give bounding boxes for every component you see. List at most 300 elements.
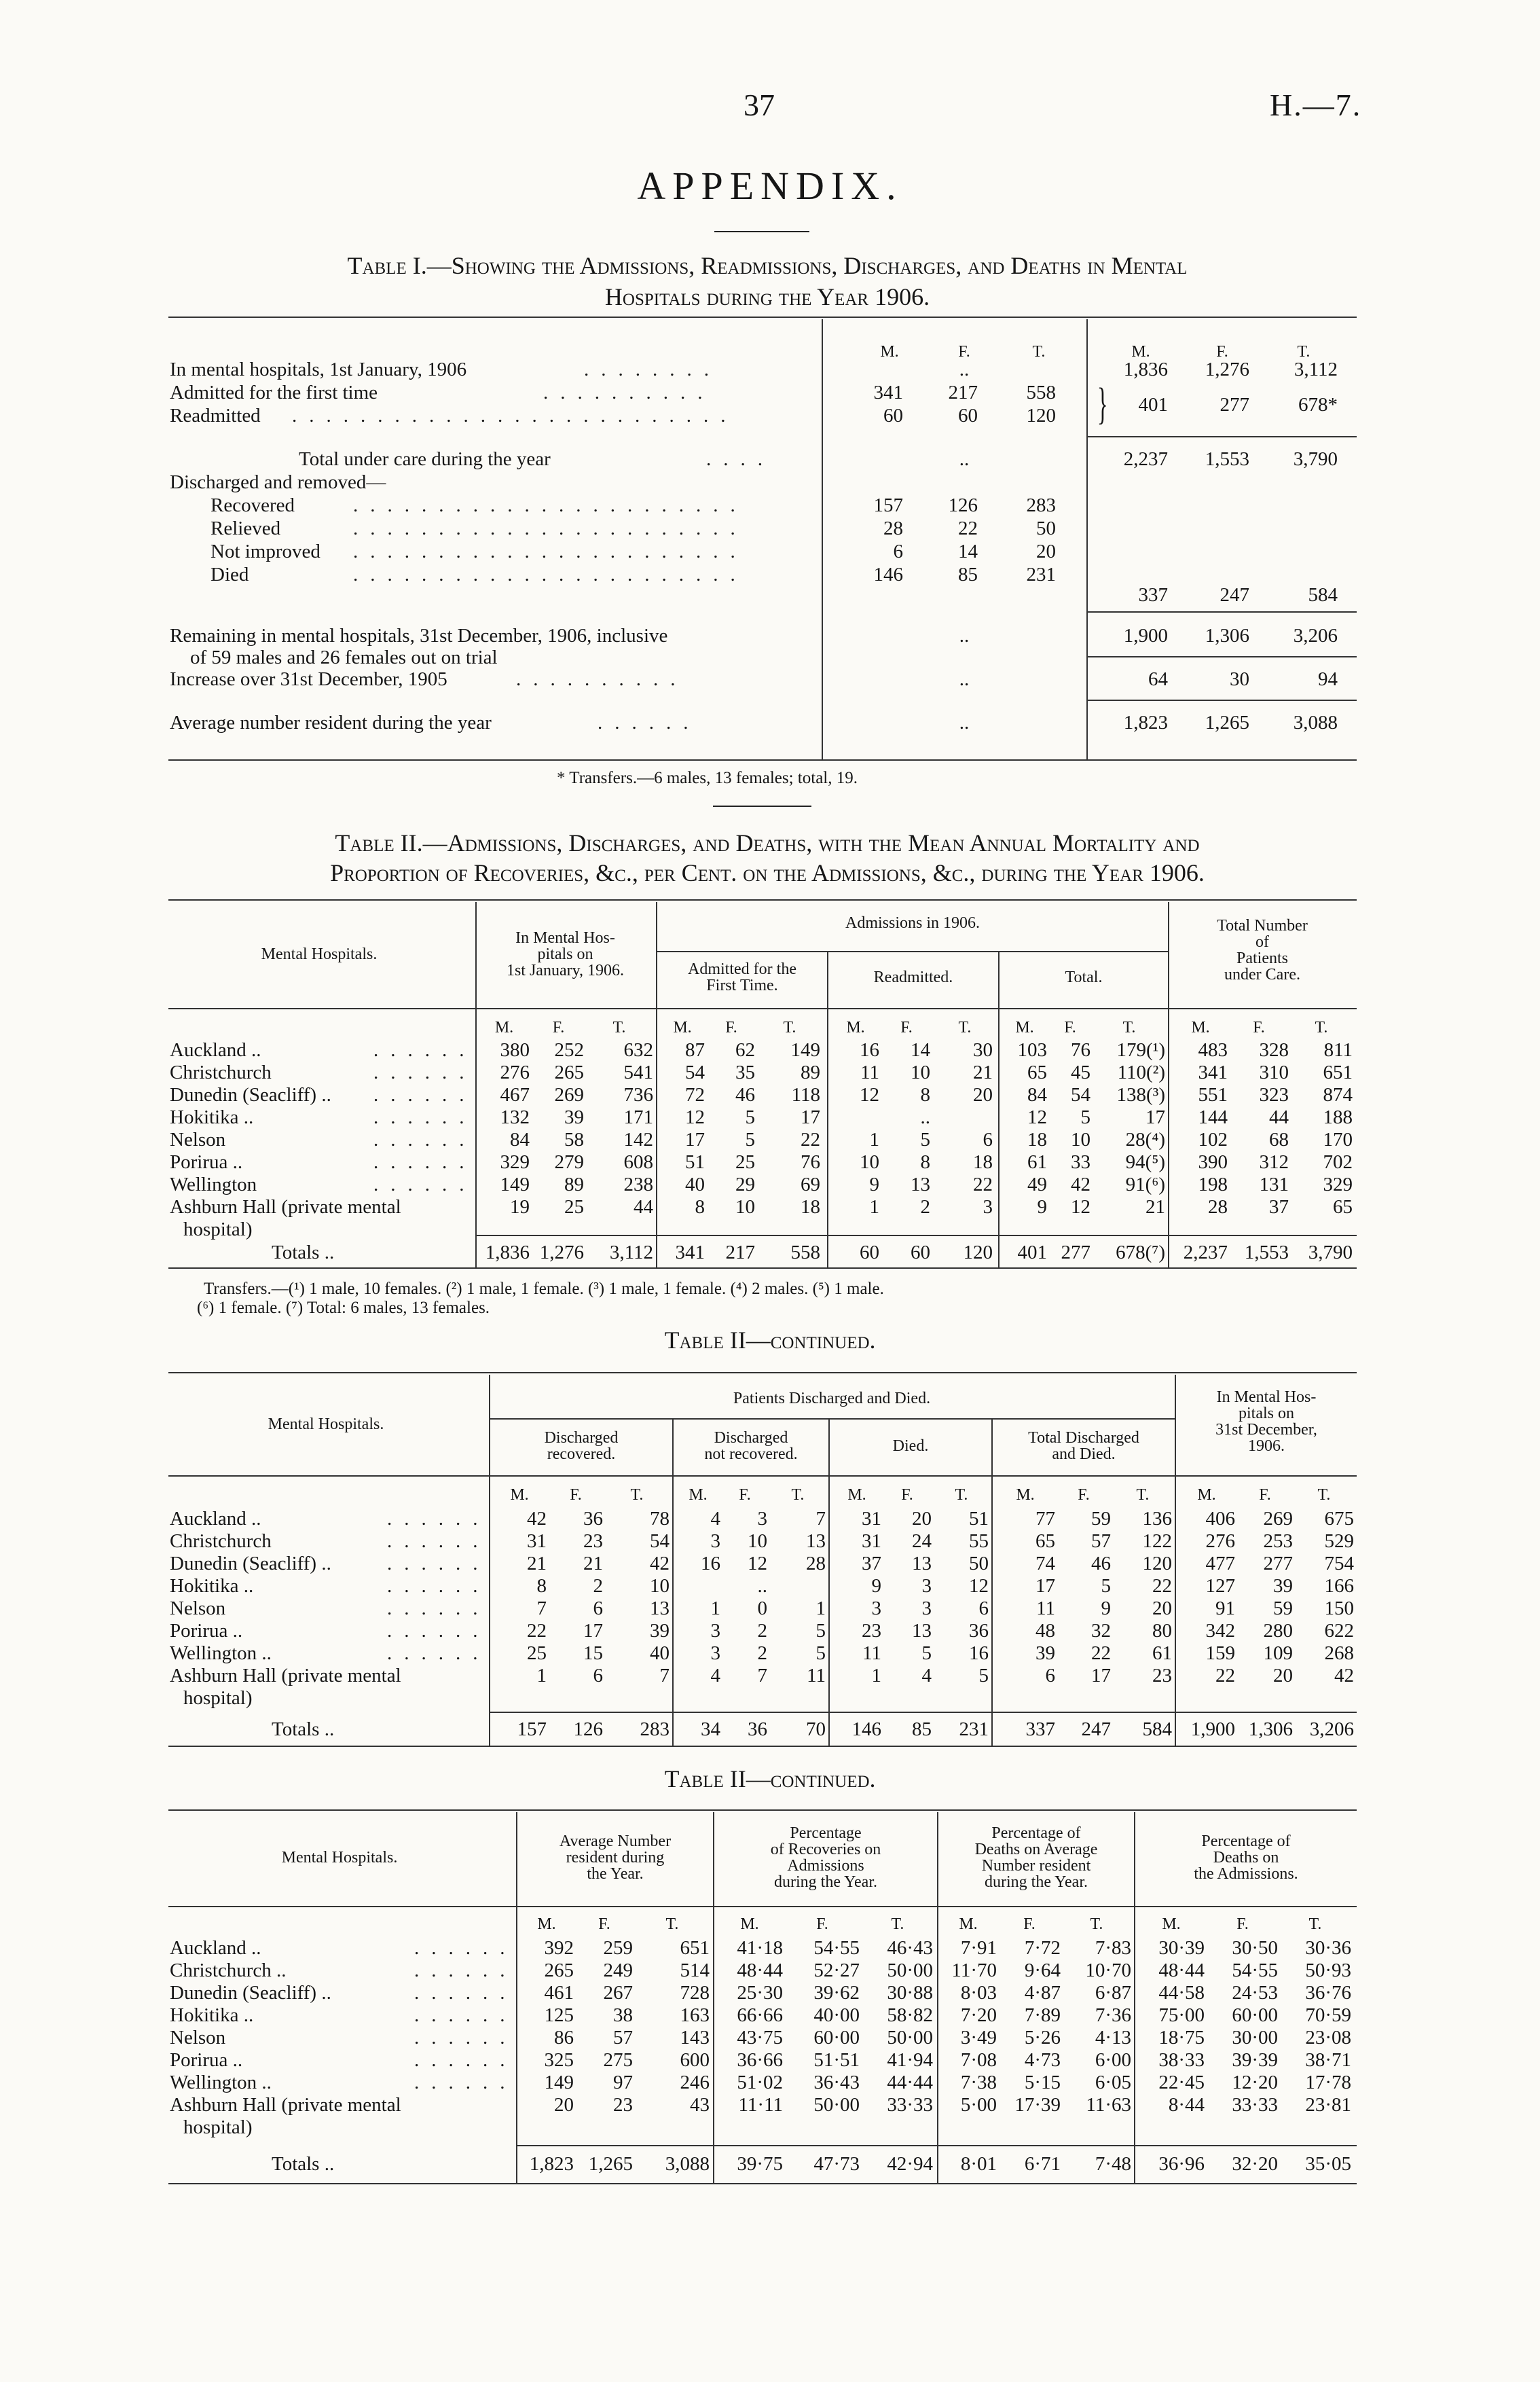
table1-cell: 401: [1138, 394, 1168, 416]
table-cell: 31: [862, 1530, 881, 1552]
table1-vrule-1: [822, 319, 823, 759]
table-cell: 12: [969, 1575, 989, 1597]
table-cell: 328: [1259, 1039, 1289, 1061]
leader-dots: ..........: [543, 382, 715, 403]
table2-top-rule: [168, 899, 1357, 901]
table-cell: 41·94: [887, 2049, 933, 2071]
table1-cell: 50: [1036, 518, 1056, 539]
table-cell: 265: [544, 1960, 574, 1981]
table-cell: 13: [911, 1174, 930, 1195]
table-cell: 22: [1152, 1575, 1172, 1597]
table-cell: 3: [710, 1530, 720, 1552]
table1-row-label: Total under care during the year: [299, 448, 551, 470]
hospital-name: hospital): [183, 1687, 253, 1709]
totals-cell: 3,112: [609, 1242, 653, 1263]
table-cell: 12: [685, 1106, 705, 1128]
col-head-mft: T.: [612, 1019, 626, 1036]
col-head-mft: M.: [494, 1019, 514, 1036]
table-cell: 127: [1205, 1575, 1235, 1597]
table-cell: 7·83: [1095, 1937, 1131, 1959]
table-cell: 3: [921, 1598, 932, 1619]
table-cell: 736: [623, 1084, 653, 1106]
leader-dots: ......: [414, 1982, 517, 2004]
table2b-head-dischnot-2: not recovered.: [704, 1445, 798, 1463]
table2c-head-pctdeathavg-1: Percentage of: [991, 1824, 1081, 1842]
table-cell: 3: [983, 1196, 993, 1218]
table-cell: 74: [1035, 1553, 1055, 1574]
table2c-head-pctrec-2: of Recoveries on: [770, 1841, 881, 1858]
table-cell: 18: [973, 1151, 993, 1173]
table-cell: 1: [536, 1665, 547, 1686]
table1-cell: 22: [958, 518, 978, 539]
totals-label: Totals ..: [272, 1718, 335, 1740]
leader-dots: ......: [387, 1553, 490, 1574]
table-cell: 5: [745, 1106, 755, 1128]
table2b-top-rule: [168, 1372, 1357, 1373]
table-cell: 608: [623, 1151, 653, 1173]
leader-dots: ......: [387, 1530, 490, 1552]
table-cell: 48: [1035, 1620, 1055, 1642]
table-cell: 102: [1198, 1129, 1228, 1151]
table-cell: 43·75: [737, 2027, 783, 2049]
table2b-head-dischnot-1: Discharged: [714, 1429, 788, 1447]
table2b-head-bottom-rule: [168, 1475, 1357, 1477]
table-cell: 33·33: [1232, 2094, 1278, 2116]
table-cell: 51·02: [737, 2072, 783, 2093]
col-head-mft: T.: [1122, 1019, 1136, 1036]
totals-cell: 401: [1017, 1242, 1047, 1263]
table1-row-label: Average number resident during the year: [170, 712, 492, 734]
col-head-mft: T.: [665, 1915, 679, 1933]
table1-discharged-heading: Discharged and removed—: [170, 471, 386, 493]
table-cell: 72: [685, 1084, 705, 1106]
table-cell: 600: [680, 2049, 710, 2071]
table-cell: 49: [1027, 1174, 1047, 1195]
table-cell: 323: [1259, 1084, 1289, 1106]
table-cell: 267: [603, 1982, 633, 2004]
totals-cell: 7·48: [1095, 2153, 1131, 2175]
table-cell: 312: [1259, 1151, 1289, 1173]
table-cell: 159: [1205, 1642, 1235, 1664]
table2c-head-pctrec-3: Admissions: [787, 1857, 864, 1875]
table-cell: 39: [650, 1620, 670, 1642]
table-cell: 279: [554, 1151, 584, 1173]
table1-row-label: Readmitted: [170, 405, 261, 427]
table-cell: 18: [801, 1196, 820, 1218]
table-cell: 7·38: [960, 2072, 997, 2093]
leader-dots: ..........................: [292, 405, 738, 427]
table-cell: 12·20: [1232, 2072, 1278, 2093]
totals-cell: 2,237: [1183, 1242, 1228, 1263]
table-cell: 7: [536, 1598, 547, 1619]
table1-cell: 20: [1036, 541, 1056, 562]
table-cell: 59: [1273, 1598, 1293, 1619]
table-cell: 46: [735, 1084, 755, 1106]
table-cell: 28: [806, 1553, 826, 1574]
table-cell: 40: [650, 1642, 670, 1664]
table2b-head-inhosp-3: 31st December,: [1215, 1421, 1317, 1439]
table-cell: 142: [623, 1129, 653, 1151]
table2c-vrule: [937, 1812, 938, 2184]
totals-cell: 34: [701, 1718, 720, 1740]
hospital-name: Nelson: [170, 1129, 226, 1151]
hospital-name: Christchurch: [170, 1062, 272, 1083]
table1-head-t2: T.: [1297, 343, 1310, 361]
table-cell: 44·58: [1158, 1982, 1205, 2004]
table2-head-inhosp-1: In Mental Hos-: [515, 929, 615, 947]
table-cell: 30·50: [1232, 1937, 1278, 1959]
leader-dots: ......: [373, 1129, 477, 1151]
table-cell: 51·51: [813, 2049, 860, 2071]
table1-row-label: Relieved: [210, 518, 281, 539]
table-cell: 16: [860, 1039, 879, 1061]
table-cell: 61: [1027, 1151, 1047, 1173]
totals-cell: 1,276: [539, 1242, 584, 1263]
table-cell: 23·08: [1305, 2027, 1351, 2049]
table-cell: 43: [690, 2094, 710, 2116]
table-cell: 138(³): [1116, 1084, 1165, 1106]
totals-cell: 35·05: [1305, 2153, 1351, 2175]
table-cell: 48·44: [1158, 1960, 1205, 1981]
table-cell: 19: [510, 1196, 530, 1218]
table-cell: 84: [510, 1129, 530, 1151]
totals-cell: 3,206: [1309, 1718, 1354, 1740]
col-head-mft: T.: [891, 1915, 904, 1933]
hospital-name: Nelson: [170, 2027, 226, 2049]
table-cell: 171: [623, 1106, 653, 1128]
col-head-mft: T.: [791, 1486, 805, 1504]
table-cell: 269: [554, 1084, 584, 1106]
hospital-name: Ashburn Hall (private mental: [170, 1665, 401, 1686]
table1-head-m: M.: [880, 343, 899, 361]
table2b-head-inhosp-1: In Mental Hos-: [1216, 1388, 1317, 1406]
hospital-name: Ashburn Hall (private mental: [170, 2094, 401, 2116]
table-cell: 12: [1027, 1106, 1047, 1128]
totals-cell: 678(⁷): [1116, 1242, 1165, 1263]
hospital-name: Nelson: [170, 1598, 226, 1619]
table-cell: 1: [815, 1598, 826, 1619]
totals-cell: 217: [725, 1242, 755, 1263]
table-cell: 25: [527, 1642, 547, 1664]
table-cell: 252: [554, 1039, 584, 1061]
brace: }: [1097, 379, 1108, 429]
col-head-mft: F.: [1023, 1915, 1035, 1933]
table2c-head-mental: Mental Hospitals.: [281, 1849, 398, 1866]
table-cell: 110(²): [1117, 1062, 1165, 1083]
leader-dots: ......: [414, 1960, 517, 1981]
table2b-totals-rule: [489, 1712, 1357, 1713]
table-cell: 57: [613, 2027, 633, 2049]
totals-label: Totals ..: [272, 1242, 335, 1263]
col-head-mft: T.: [1136, 1486, 1150, 1504]
table-cell: 24: [912, 1530, 932, 1552]
table1-cell: 558: [1026, 382, 1056, 403]
table-cell: 10: [650, 1575, 670, 1597]
table1-bottom-rule: [168, 759, 1357, 761]
table-cell: 51: [685, 1151, 705, 1173]
table1-cell: 6: [893, 541, 903, 562]
table2-footnote-1: Transfers.—(¹) 1 male, 10 females. (²) 1 male, 1 female. (³) 1 male, 1 female. (⁴) 2 males. (⁵) 1 male.: [204, 1280, 884, 1298]
table-cell: 42: [527, 1508, 547, 1530]
table-cell: 5: [920, 1129, 930, 1151]
table-cell: 66·66: [737, 2004, 783, 2026]
table-cell: 6: [978, 1598, 989, 1619]
table-cell: 76: [801, 1151, 820, 1173]
leader-dots: .......................: [353, 541, 748, 562]
table2-title-line1: Table II.—Admissions, Discharges, and Deaths, with the Mean Annual Mortality and: [335, 829, 1200, 856]
col-head-mft: M.: [1191, 1019, 1210, 1036]
table-cell: 33: [1071, 1151, 1090, 1173]
table-cell: 4: [710, 1665, 720, 1686]
table-cell: 13: [806, 1530, 826, 1552]
totals-cell: 36: [748, 1718, 767, 1740]
table2c-head-pctdeathavg-4: during the Year.: [985, 1873, 1088, 1891]
table1-cell: 64: [1148, 668, 1168, 690]
table1-cell: 60: [958, 405, 978, 427]
table1-sum-rule: [1086, 656, 1357, 657]
table-cell: 392: [544, 1937, 574, 1959]
table-cell: 406: [1205, 1508, 1235, 1530]
table-cell: 38·71: [1305, 2049, 1351, 2071]
table1-cell: 678*: [1298, 394, 1338, 416]
leader-dots: ......: [598, 712, 701, 734]
table1-cell: 94: [1318, 668, 1338, 690]
table2-bottom-rule: [168, 1267, 1357, 1269]
table2c-head-pctrec-1: Percentage: [790, 1824, 862, 1842]
table1-head-f: F.: [958, 343, 970, 361]
table-cell: 9·64: [1024, 1960, 1061, 1981]
table-cell: 54: [1071, 1084, 1090, 1106]
hospital-name: Hokitika ..: [170, 1106, 254, 1128]
table-cell: 36·66: [737, 2049, 783, 2071]
table-cell: 51: [969, 1508, 989, 1530]
table-cell: 5·26: [1024, 2027, 1061, 2049]
leader-dots: .......................: [353, 564, 748, 585]
table1-cell: 1,823: [1123, 712, 1168, 734]
table-cell: 390: [1198, 1151, 1228, 1173]
table-cell: 50·00: [887, 2027, 933, 2049]
table1-cell: 14: [958, 541, 978, 562]
table-cell: 23: [613, 2094, 633, 2116]
col-head-mft: T.: [955, 1486, 968, 1504]
table-cell: 17: [1091, 1665, 1111, 1686]
table-cell: 461: [544, 1982, 574, 2004]
table2-head-admitted-1: Admitted for the: [688, 960, 796, 978]
table-cell: 46: [1091, 1553, 1111, 1574]
table-cell: 3: [710, 1642, 720, 1664]
table-cell: 622: [1324, 1620, 1354, 1642]
table-cell: 23: [583, 1530, 603, 1552]
table-cell: 754: [1324, 1553, 1354, 1574]
table-cell: 78: [650, 1508, 670, 1530]
title-rule: [714, 231, 809, 232]
table2b-head-rule: [489, 1418, 1175, 1420]
table-cell: 38: [613, 2004, 633, 2026]
table-cell: 6·87: [1095, 1982, 1131, 2004]
table-cell: 103: [1017, 1039, 1047, 1061]
totals-cell: 146: [851, 1718, 881, 1740]
table2-head-totalcare-1: Total Number: [1217, 917, 1308, 935]
table-cell: 22·45: [1158, 2072, 1205, 2093]
hospital-name: Wellington: [170, 1174, 257, 1195]
table-cell: 380: [500, 1039, 530, 1061]
table-cell: 310: [1259, 1062, 1289, 1083]
table1-cell: 1,265: [1205, 712, 1249, 734]
table-cell: 7: [757, 1665, 767, 1686]
table2c-head-avg-1: Average Number: [559, 1833, 672, 1850]
col-head-mft: F.: [900, 1019, 913, 1036]
table1-cell: 217: [948, 382, 978, 403]
totals-cell: 126: [573, 1718, 603, 1740]
table1-vrule-2: [1086, 319, 1088, 759]
table2c-title: Table II—continued.: [664, 1765, 876, 1792]
totals-cell: 36·96: [1158, 2153, 1205, 2175]
table-cell: 37: [1269, 1196, 1289, 1218]
table1-cell: 28: [883, 518, 903, 539]
table-cell: ..: [757, 1575, 767, 1597]
table-cell: 13: [912, 1553, 932, 1574]
table-cell: 11: [1036, 1598, 1055, 1619]
table1-cell: 3,088: [1293, 712, 1338, 734]
table-cell: 5·00: [960, 2094, 997, 2116]
table2c-head-avg-2: resident during: [566, 1849, 665, 1866]
table-cell: 84: [1027, 1084, 1047, 1106]
table-cell: 3: [757, 1508, 767, 1530]
leader-dots: ........: [584, 359, 721, 380]
totals-cell: 47·73: [813, 2153, 860, 2175]
table1-remaining-line1: Remaining in mental hospitals, 31st December, 1906, inclusive: [170, 625, 668, 647]
table-cell: 39·39: [1232, 2049, 1278, 2071]
table-cell: 7·36: [1095, 2004, 1131, 2026]
table-cell: 50·93: [1305, 1960, 1351, 1981]
table-cell: 253: [1263, 1530, 1293, 1552]
table-cell: 179(¹): [1116, 1039, 1165, 1061]
table-cell: 5: [815, 1620, 826, 1642]
table-cell: 39·62: [813, 1982, 860, 2004]
table2-head-inhosp-2: pitals on: [537, 945, 593, 963]
table1-cell: 30: [1230, 668, 1249, 690]
table-cell: 13: [912, 1620, 932, 1642]
table-cell: 514: [680, 1960, 710, 1981]
table-cell: 20: [554, 2094, 574, 2116]
table1-cell: 1,553: [1205, 448, 1249, 470]
table1-cell: 341: [873, 382, 903, 403]
table-cell: 125: [544, 2004, 574, 2026]
col-head-mft: M.: [1162, 1915, 1181, 1933]
table-cell: 811: [1323, 1039, 1353, 1061]
table2c-bottom-rule: [168, 2183, 1357, 2184]
table-cell: 268: [1324, 1642, 1354, 1664]
table-cell: 42: [1334, 1665, 1354, 1686]
table2b-bottom-rule: [168, 1746, 1357, 1747]
table-cell: 23: [1152, 1665, 1172, 1686]
hospital-name: Ashburn Hall (private mental: [170, 1196, 401, 1218]
table2-vrule: [1168, 902, 1169, 1269]
table-cell: 12: [1071, 1196, 1090, 1218]
table-cell: 30: [973, 1039, 993, 1061]
table-cell: 11·70: [951, 1960, 997, 1981]
col-head-mft: M.: [959, 1915, 978, 1933]
table2c-head-pctdeathavg-3: Number resident: [981, 1857, 1091, 1875]
col-head-mft: M.: [1197, 1486, 1216, 1504]
table-cell: 50·00: [813, 2094, 860, 2116]
leader-dots: ......: [387, 1620, 490, 1642]
table-cell: 17: [801, 1106, 820, 1128]
table-cell: 20: [973, 1084, 993, 1106]
table-cell: 12: [748, 1553, 767, 1574]
leader-dots: .......................: [353, 494, 748, 516]
table-cell: 50·00: [887, 1960, 933, 1981]
hospital-name: Auckland ..: [170, 1039, 261, 1061]
leader-dots: ......: [414, 2027, 517, 2049]
table2b-head-inhosp-2: pitals on: [1239, 1405, 1294, 1422]
hospital-name: Porirua ..: [170, 1151, 243, 1173]
hospital-name: Christchurch ..: [170, 1960, 287, 1981]
totals-cell: 1,553: [1244, 1242, 1289, 1263]
leader-dots: ......: [414, 2072, 517, 2093]
table-cell: 5: [1101, 1575, 1111, 1597]
table-cell: 132: [500, 1106, 530, 1128]
table1-cell: 3,790: [1293, 448, 1338, 470]
table2-footnote-2: (⁶) 1 female. (⁷) Total: 6 males, 13 females.: [197, 1299, 490, 1317]
table-cell: 11·11: [738, 2094, 783, 2116]
hospital-name: Porirua ..: [170, 2049, 243, 2071]
table-cell: 25: [735, 1151, 755, 1173]
table-cell: 329: [1323, 1174, 1353, 1195]
table-cell: 65: [1027, 1062, 1047, 1083]
table1-cell: 85: [958, 564, 978, 585]
table-cell: 22: [527, 1620, 547, 1642]
table-cell: 342: [1205, 1620, 1235, 1642]
leader-dots: ......: [373, 1062, 477, 1083]
leader-dots: .......................: [353, 518, 748, 539]
table-cell: 17: [1035, 1575, 1055, 1597]
col-head-mft: F.: [1064, 1019, 1076, 1036]
table2-head-totalcare-4: under Care.: [1224, 966, 1300, 984]
table-cell: 15: [583, 1642, 603, 1664]
table1-cell: 1,306: [1205, 625, 1249, 647]
table-cell: 4: [710, 1508, 720, 1530]
col-head-mft: F.: [1259, 1486, 1271, 1504]
table-cell: 22: [973, 1174, 993, 1195]
totals-cell: 70: [806, 1718, 826, 1740]
table2-head-bottom-rule: [168, 1008, 1357, 1009]
col-head-mft: F.: [901, 1486, 913, 1504]
leader-dots: ......: [373, 1106, 477, 1128]
col-head-mft: M.: [740, 1915, 759, 1933]
table1-sum-rule: [1086, 700, 1357, 701]
totals-cell: 341: [675, 1242, 705, 1263]
table2-head-rule: [656, 951, 1168, 952]
table-cell: 13: [650, 1598, 670, 1619]
table-cell: 18·75: [1158, 2027, 1205, 2049]
table-cell: 7·91: [960, 1937, 997, 1959]
table-cell: 23·81: [1305, 2094, 1351, 2116]
table1-cell: 2,237: [1123, 448, 1168, 470]
col-head-mft: F.: [725, 1019, 737, 1036]
table-cell: 632: [623, 1039, 653, 1061]
hospital-name: Auckland ..: [170, 1508, 261, 1530]
table-cell: 0: [757, 1598, 767, 1619]
table-cell: 45: [1071, 1062, 1090, 1083]
table1-remaining-line2: of 59 males and 26 females out on trial: [190, 647, 498, 668]
table-cell: 2: [593, 1575, 603, 1597]
table2-head-admitted-2: First Time.: [706, 977, 778, 994]
table2-head-total: Total.: [1065, 969, 1103, 986]
leader-dots: ......: [387, 1508, 490, 1530]
table-cell: 10·70: [1085, 1960, 1131, 1981]
table1-cell: 60: [883, 405, 903, 427]
